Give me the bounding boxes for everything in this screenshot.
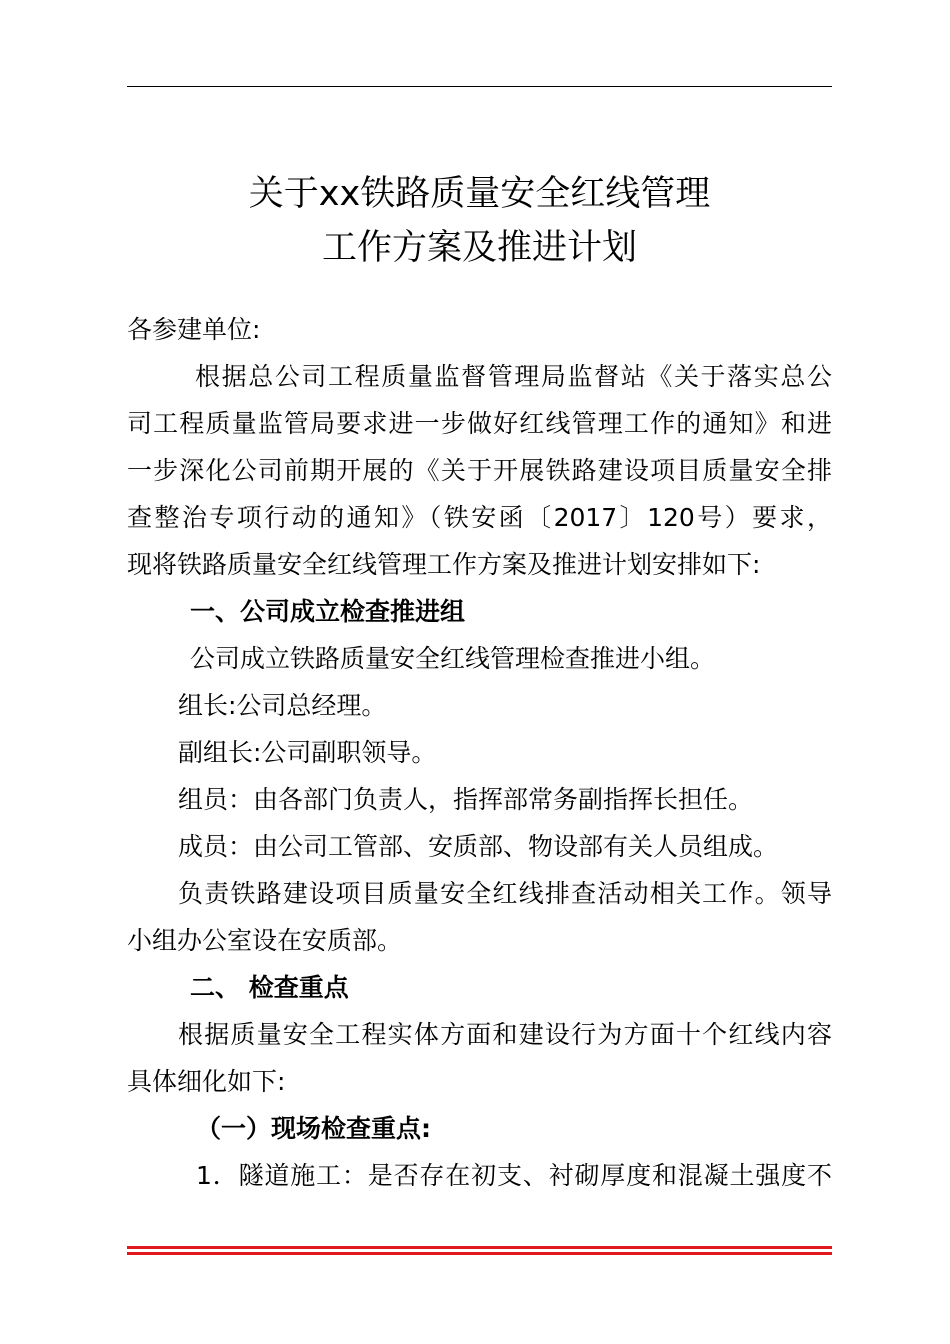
section1-line: 副组长:公司副职领导。 bbox=[178, 738, 437, 767]
intro-line-5: 现将铁路质量安全红线管理工作方案及推进计划安排如下: bbox=[127, 550, 761, 579]
section1-line: 组长:公司总经理。 bbox=[178, 691, 387, 720]
intro-line-3: 一步深化公司前期开展的《关于开展铁路建设项目质量安全排 bbox=[127, 456, 832, 485]
section2-item-1: 1．隧道施工：是否存在初支、衬砌厚度和混凝土强度不 bbox=[196, 1161, 832, 1190]
footer-rule-upper bbox=[127, 1246, 832, 1249]
document-title-line-2: 工作方案及推进计划 bbox=[321, 228, 637, 268]
intro-line-4: 查整治专项行动的通知》（铁安函〔2017〕120号）要求， bbox=[127, 503, 832, 532]
section1-heading: 一、公司成立检查推进组 bbox=[190, 597, 466, 626]
footer-rule-lower bbox=[127, 1252, 832, 1255]
section2-heading: 二、 检查重点 bbox=[190, 973, 349, 1002]
intro-line-2: 司工程质量监管局要求进一步做好红线管理工作的通知》和进 bbox=[127, 409, 832, 438]
section1-line: 成员：由公司工管部、安质部、物设部有关人员组成。 bbox=[178, 832, 779, 861]
header-rule bbox=[127, 86, 832, 87]
section1-line: 负责铁路建设项目质量安全红线排查活动相关工作。领导 bbox=[178, 879, 832, 908]
intro-line-1: 根据总公司工程质量监督管理局监督站《关于落实总公 bbox=[195, 362, 832, 391]
document-title-line-1: 关于xx铁路质量安全红线管理 bbox=[248, 174, 711, 214]
section1-line: 公司成立铁路质量安全红线管理检查推进小组。 bbox=[190, 644, 716, 673]
section2-subheading: （一）现场检查重点: bbox=[196, 1114, 431, 1143]
section2-line: 根据质量安全工程实体方面和建设行为方面十个红线内容 bbox=[178, 1020, 832, 1049]
salutation: 各参建单位: bbox=[127, 315, 261, 344]
section1-line: 组员：由各部门负责人，指挥部常务副指挥长担任。 bbox=[178, 785, 754, 814]
section2-line: 具体细化如下: bbox=[127, 1067, 286, 1096]
section1-line: 小组办公室设在安质部。 bbox=[127, 926, 403, 955]
